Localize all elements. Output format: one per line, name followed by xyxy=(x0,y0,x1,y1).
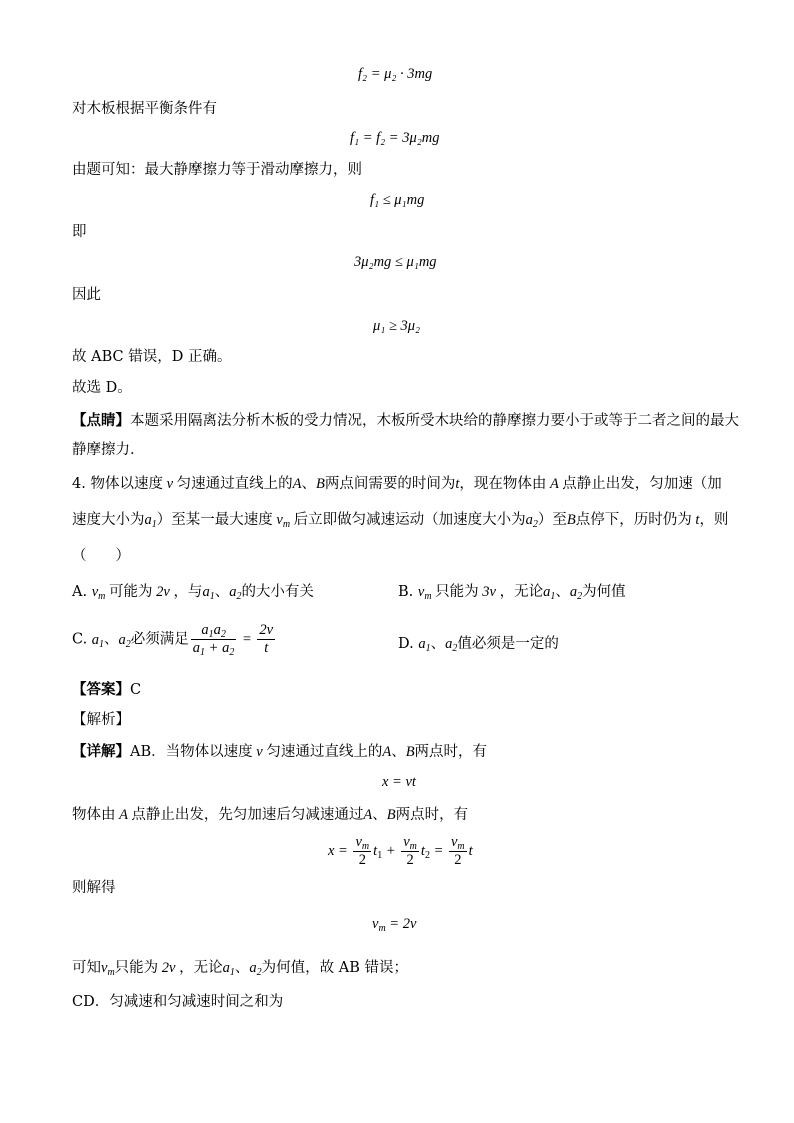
var-vm: $v_m$ xyxy=(101,960,115,978)
q4-text: ，则 xyxy=(699,512,729,528)
fraction-a1a2: $\frac{a_1a_2}{a_1 + a_2}$ xyxy=(192,622,235,658)
jiexi-tag: 【解析】 xyxy=(72,712,130,728)
start-text: 、 xyxy=(372,807,387,823)
var-a2: $a_2$ xyxy=(118,631,131,650)
option-c-text: 必须满足 xyxy=(130,631,189,648)
dianjing-line1 xyxy=(72,411,739,431)
conclusion-text: 为何值，故 AB 错误； xyxy=(261,960,408,976)
option-d[interactable] xyxy=(398,634,559,654)
option-a-label: A. xyxy=(72,584,88,600)
option-a-text: 的大小有关 xyxy=(241,584,314,600)
var-a1: $a_1$ xyxy=(91,631,105,650)
option-b-text: 为何值 xyxy=(582,584,626,600)
fraction-vm-2: $\frac{v_m}{2}$ xyxy=(355,834,370,868)
question4-paren: （ ） xyxy=(72,548,130,564)
var-vm: $v_m$ xyxy=(91,584,106,602)
option-c-text: 、 xyxy=(104,631,119,648)
answer-line xyxy=(72,680,141,700)
text-abc-wrong: 故 ABC 错误，D 正确。 xyxy=(72,349,232,365)
text-yinci: 因此 xyxy=(72,287,101,303)
equation-mu-relation: μ₁ ≥ 3μ₂ xyxy=(373,318,421,334)
equation-displacement: x = $\frac{v_m}{2}$ $t_1$ + $\frac{v_m}{2}$ $t_2$ = $\frac{v_m}{2}$ t xyxy=(328,834,473,868)
q4-text: 两点间需要的时间为 xyxy=(324,476,456,492)
var-B: B xyxy=(566,512,576,528)
var-2v: 2v xyxy=(158,960,180,976)
answer-tag: 【答案】 xyxy=(72,681,130,698)
q4-text: ，现在物体由 xyxy=(459,476,547,492)
equation-vm-2v: $v_m = 2v$ xyxy=(372,916,417,934)
fraction-2v-t: $\frac{2v}{t}$ xyxy=(259,622,274,656)
option-d-text: 值必须是一定的 xyxy=(457,636,559,652)
xiangjie-text: 匀速通过直线上的 xyxy=(266,744,383,760)
var-a1: $a_1$ xyxy=(418,636,431,654)
dianjing-text1: 本题采用隔离法分析木板的受力情况，木板所受木块给的静摩擦力要小于或等于二者之间的最大 xyxy=(130,413,739,429)
text-cd: CD．匀减速和匀减速时间之和为 xyxy=(72,994,284,1010)
text-start xyxy=(72,805,468,825)
var-a2: $a_2$ xyxy=(229,584,242,602)
q4-text: 、 xyxy=(301,476,316,492)
q4-text: 点停下，历时仍为 xyxy=(575,512,692,528)
conclusion-text: 只能为 xyxy=(114,960,159,976)
text-board-balance: 对木板根据平衡条件有 xyxy=(72,101,217,117)
text-choose-d: 故选 D。 xyxy=(72,380,132,396)
option-b-label: B. xyxy=(398,584,414,600)
option-b-text: 只能为 xyxy=(435,584,479,600)
var-a2: $a_2$ xyxy=(445,636,458,654)
var-2v: 2v xyxy=(152,584,174,600)
option-a[interactable] xyxy=(72,582,314,602)
start-text: 物体由 xyxy=(72,807,116,823)
option-b[interactable] xyxy=(398,582,626,602)
var-v: v xyxy=(162,476,177,492)
conclusion-text: 、 xyxy=(234,960,250,976)
option-c[interactable] xyxy=(72,622,277,657)
question4-line2 xyxy=(72,510,728,530)
var-vm: $v_m$ xyxy=(272,512,291,530)
q4-text: 物体以速度 xyxy=(90,476,163,492)
var-A: A xyxy=(292,476,302,492)
q4-text: ）至 xyxy=(537,512,567,528)
var-v: v xyxy=(252,744,267,760)
option-d-text: 、 xyxy=(430,636,446,652)
var-t: t xyxy=(455,476,460,492)
var-A: A xyxy=(546,476,563,492)
question4-line1 xyxy=(72,474,722,494)
var-a1: $a_1$ xyxy=(202,584,215,602)
q4-text: 后立即做匀减速运动（加速度大小为 xyxy=(293,512,526,528)
var-3v: 3v xyxy=(478,584,500,600)
option-d-label: D. xyxy=(398,636,414,652)
var-B: B xyxy=(386,807,396,823)
q4-text: ）至某一最大速度 xyxy=(156,512,273,528)
conclusion-text: ，无论 xyxy=(179,960,223,976)
xiangjie-text: AB．当物体以速度 xyxy=(130,744,253,760)
var-a2: $a_2$ xyxy=(249,960,262,978)
equals-sign: = xyxy=(238,631,256,648)
var-B: B xyxy=(316,476,325,492)
var-t: t xyxy=(691,512,700,528)
equation-f2-text: f₂ = μ₂ · 3mg xyxy=(358,66,433,82)
dianjing-line2: 静摩擦力． xyxy=(72,442,145,458)
var-B: B xyxy=(405,744,415,760)
var-A: A xyxy=(363,807,373,823)
text-solve: 则解得 xyxy=(72,880,116,896)
q4-text: 速度大小为 xyxy=(72,512,145,528)
var-A: A xyxy=(115,807,132,823)
option-a-text: ，与 xyxy=(173,584,203,600)
var-a2: $a_2$ xyxy=(569,584,583,602)
var-a1: $a_1$ xyxy=(222,960,235,978)
fraction-vm-2: $\frac{v_m}{2}$ xyxy=(450,834,465,868)
xiangjie-line xyxy=(72,742,487,762)
start-text: 点静止出发，先匀加速后匀减速通过 xyxy=(131,807,364,823)
equation-f2 xyxy=(358,64,432,84)
equation-x-vt: x = vt xyxy=(382,774,416,790)
xiangjie-tag: 【详解】 xyxy=(72,743,130,760)
xiangjie-text: 、 xyxy=(391,744,406,760)
option-a-text: 、 xyxy=(214,584,230,600)
var-A: A xyxy=(382,744,392,760)
start-text: 两点时，有 xyxy=(395,807,469,823)
var-a2: $a_2$ xyxy=(525,512,538,530)
q4-text: 匀速通过直线上的 xyxy=(176,476,293,492)
text-ji: 即 xyxy=(72,224,87,240)
text-conclusion xyxy=(72,958,408,978)
fraction-vm-2: $\frac{v_m}{2}$ xyxy=(403,834,417,868)
option-a-text: 可能为 xyxy=(109,584,153,600)
answer-value: C xyxy=(130,682,142,698)
dianjing-tag: 【点睛】 xyxy=(72,412,130,429)
option-b-text: 、 xyxy=(555,584,570,600)
equation-f1-f2: f₁ = f₂ = 3μ₂mg xyxy=(350,130,440,146)
text-known: 由题可知：最大静摩擦力等于滑动摩擦力，则 xyxy=(72,162,362,178)
var-a1: $a_1$ xyxy=(543,584,556,602)
conclusion-text: 可知 xyxy=(72,960,101,976)
question-number: 4. xyxy=(72,476,86,492)
var-a1: $a_1$ xyxy=(144,512,157,530)
option-c-label: C. xyxy=(72,631,88,648)
option-b-text: ，无论 xyxy=(499,584,544,600)
equation-f1-limit: f₁ ≤ μ₁mg xyxy=(370,192,425,208)
var-vm: $v_m$ xyxy=(417,584,432,602)
q4-text: 点静止出发，匀加速（加 xyxy=(562,476,722,492)
equation-inequality: 3μ₂mg ≤ μ₁mg xyxy=(354,254,437,270)
xiangjie-text: 两点时，有 xyxy=(414,744,488,760)
